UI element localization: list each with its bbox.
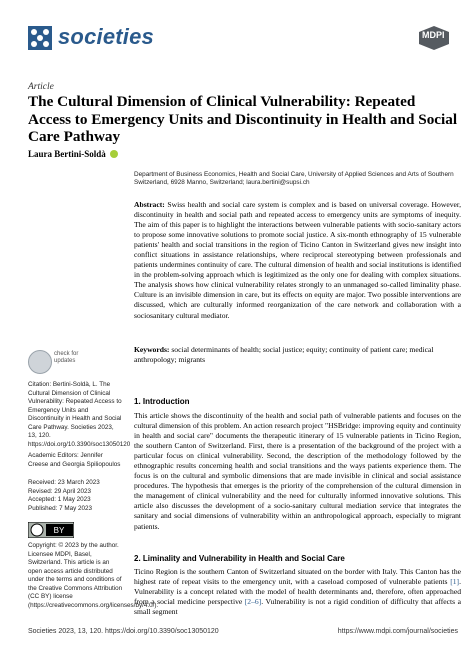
footer-citation: Societies 2023, 13, 120. https://doi.org/10.3390/soc13050120	[28, 628, 219, 635]
reference-link[interactable]: [1]	[450, 577, 460, 587]
section-2-body	[134, 567, 461, 617]
article-type: Article	[28, 82, 54, 92]
revised-date: Revised: 29 April 2023	[28, 487, 92, 495]
published-date: Published: 7 May 2023	[28, 504, 93, 512]
section-1-heading: 1. Introduction	[134, 397, 190, 406]
keywords-label: Keywords:	[134, 345, 170, 354]
section-2-heading: 2. Liminality and Vulnerability in Health and Social Care	[134, 554, 345, 563]
societies-logo-icon	[28, 26, 52, 50]
affiliation: Department of Business Economics, Health and Social Care, University of Applied Sciences and Arts of Southern Switzerland, 6928 Manno, Switzerland; laura.bertini@supsi.ch	[134, 171, 454, 186]
mdpi-logo-text: MDPI	[422, 30, 445, 40]
abstract-text: Swiss health and social care system is complex and is based on universal coverage. However, discontinuity in health and social path and repeated access to emergency units are symptoms of inequity. The aim of this paper is to highlight the interactions between vulnerable patients with socio-sanitary actors to propose some innovative solutions to promote social justice. A six-month ethnography of 15 vulnerable patients' health and social transitions in the region of Ticino Canton in Switzerland gives new insight into conflict situations in assistance relationships, where reciprocal stereotyping between professionals and patients undermines continuity of care. The cultural dimension of health and social institutions is identified in the problem-solving approach which is legitimized as the only one for dealing with complex situations. The analysis shows how clinical vulnerability relates strongly to an unmanaged so-called liminality phase. Culture is an invisible dimension in care, but its effects on equity are major. Two possible interventions are discussed, which are culturally informed reorganization of the care network and collaboration with a sociosanitary cultural mediator.	[134, 200, 461, 320]
footer	[28, 628, 458, 635]
check-updates-icon	[28, 350, 52, 374]
section-2-text-b: . Vulnerability is a concept related with the model of health determinants and, therefore, often approached from a social medicine perspective	[134, 577, 461, 607]
accepted-date: Accepted: 1 May 2023	[28, 496, 91, 503]
received-date: Received: 23 March 2023	[28, 479, 100, 486]
section-2-text-c: . Vulnerability is not a rigid condition of difficulty that affects a small segment	[134, 597, 461, 617]
footer-journal-link[interactable]: https://www.mdpi.com/journal/societies	[337, 628, 458, 635]
check-for-updates-button[interactable]	[28, 350, 92, 376]
section-1-body: This article shows the discontinuity of the health and social path of vulnerable patients and focuses on the cultural dimension of this problem. An action research project "HSBridge: improving equity and continuity in health and social care" documents the therapeutic itinerary of 15 vulnerable patients in Ticino Region, the southern Canton of Switzerland. First, there is a presentation of the background of the project with a particular focus on clinical vulnerability. Second, the description of the methodology followed by the ethnographic results concerning health and social transitions and the ways patients experience them. The focus is on the cultural and symbolic dimensions that are made invisible in clinical and social assistance procedures. The hypothesis that emerges is the priority of the comprehension of the cultural dimension in the management of clinical vulnerability and the need for culturally informed innovative solutions. This article also discusses the development of a socio-sanitary cultural mediation service that integrates the sanitary and social dimensions of vulnerability within an anthropological approach, especially to migrant patients.	[134, 411, 461, 531]
academic-editors: Academic Editors: Jennifer Creese and Georgia Spiliopoulos	[28, 452, 121, 468]
section-2-text-a: Ticino Region is the southern Canton of Switzerland situated on the border with Italy. This Canton has the highest rate of repeat visits to the emergency unit, with a caseload composed of vulnerable patients	[134, 567, 461, 587]
cc-by-license-icon	[28, 522, 74, 538]
author-line	[28, 149, 118, 159]
publication-dates	[28, 479, 124, 513]
copyright-notice: Copyright: © 2023 by the author. Licensee MDPI, Basel, Switzerland. This article is an open access article distributed under the terms and conditions of the Creative Commons Attribution (CC BY) license (https://creativecommons.org/licenses/by/4.0/).	[28, 542, 159, 609]
abstract	[134, 200, 461, 321]
reference-link[interactable]: [2–6]	[244, 597, 262, 607]
keywords-text: social determinants of health; social justice; equity; continuity of patient care; medical anthropology; migrants	[134, 345, 434, 365]
orcid-icon[interactable]	[110, 150, 118, 158]
keywords	[134, 345, 461, 365]
citation: Citation: Bertini-Soldà, L. The Cultural Dimension of Clinical Vulnerability: Repeated Access to Emergency Units and Discontinuity in Health and Social Care Pathway. Societies 2023, 13, 120. https://doi.org/10.3390/soc13050120	[28, 381, 131, 448]
author-name: Laura Bertini-Soldà	[28, 149, 106, 159]
article-title: The Cultural Dimension of Clinical Vulnerability: Repeated Access to Emergency Units and Discontinuity in Health and Social Care Pathway	[28, 93, 458, 145]
check-updates-label: check for updates	[54, 351, 79, 364]
journal-name: societies	[58, 24, 154, 49]
cc-by-label: BY	[53, 526, 65, 535]
abstract-label: Abstract:	[134, 200, 165, 209]
